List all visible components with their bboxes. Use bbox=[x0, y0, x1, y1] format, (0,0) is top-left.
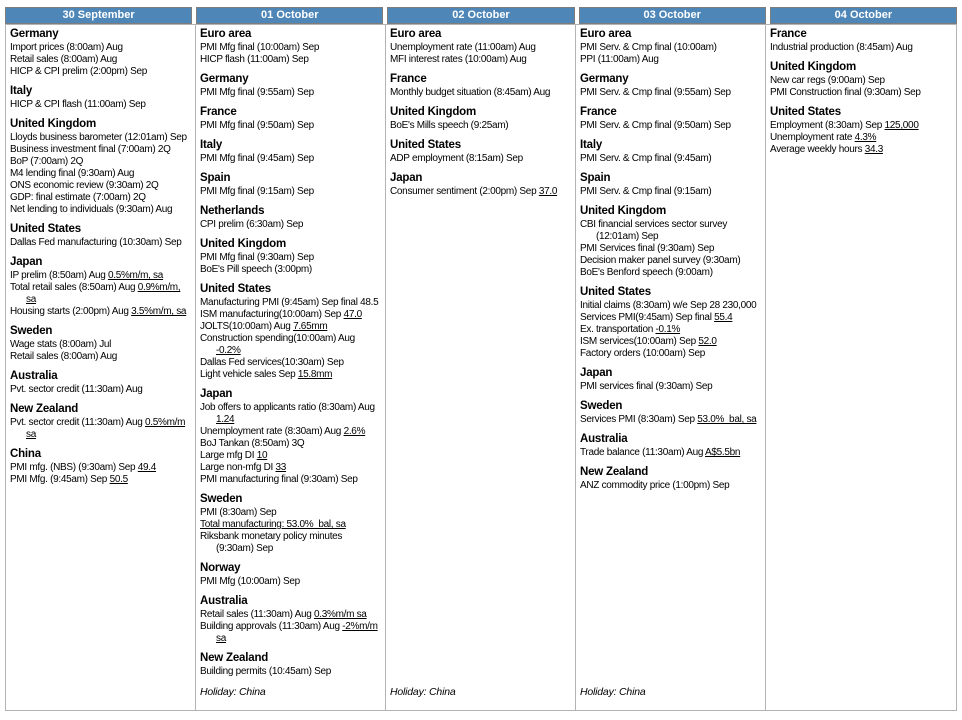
country-heading: Spain bbox=[580, 172, 611, 184]
holiday-note: Holiday: China bbox=[200, 686, 266, 698]
event-text: Initial claims (8:30am) w/e Sep 28 230,000 bbox=[580, 300, 757, 311]
event-item bbox=[10, 462, 191, 474]
country-heading: United States bbox=[580, 286, 651, 298]
event-item bbox=[580, 447, 761, 459]
event-item bbox=[200, 507, 381, 519]
event-text: PMI Construction final (9:30am) Sep bbox=[770, 87, 921, 98]
country-heading: Germany bbox=[580, 73, 629, 85]
event-value: 0.5%m/m sa bbox=[26, 417, 186, 440]
event-item bbox=[580, 87, 761, 99]
event-item bbox=[580, 348, 761, 360]
event-item bbox=[580, 324, 761, 336]
event-item bbox=[10, 180, 191, 192]
event-item bbox=[770, 144, 952, 156]
country-heading: New Zealand bbox=[200, 652, 269, 664]
event-text: PMI Mfg final (9:55am) Sep bbox=[200, 87, 314, 98]
country-heading: Spain bbox=[200, 172, 231, 184]
event-value: -2%m/m sa bbox=[216, 621, 378, 644]
country-heading: France bbox=[770, 28, 807, 40]
event-text: Pvt. sector credit (11:30am) Aug bbox=[10, 384, 143, 395]
event-text: Retail sales (11:30am) Aug bbox=[200, 609, 314, 620]
event-text: Trade balance (11:30am) Aug bbox=[580, 447, 706, 458]
event-text: Job offers to applicants ratio (8:30am) Aug bbox=[200, 402, 375, 413]
event-value: 0.3%m/m sa bbox=[314, 609, 367, 620]
day-column-2 bbox=[196, 25, 386, 710]
event-text: PMI Services final (9:30am) Sep bbox=[580, 243, 715, 254]
event-item bbox=[10, 306, 191, 318]
event-value: 0.9%m/m, sa bbox=[26, 282, 181, 305]
country-heading: China bbox=[10, 448, 41, 460]
event-item bbox=[580, 414, 761, 426]
event-value: 52.0 bbox=[698, 336, 717, 347]
event-text: Wage stats (8:00am) Jul bbox=[10, 339, 112, 350]
event-value: 0.5%m/m, sa bbox=[107, 270, 164, 281]
event-item bbox=[200, 531, 381, 555]
event-item bbox=[10, 42, 191, 54]
event-text: Large mfg DI bbox=[200, 450, 257, 461]
event-item bbox=[200, 462, 381, 474]
event-text: Construction spending(10:00am) Aug bbox=[200, 333, 355, 344]
event-value: 55.4 bbox=[714, 312, 733, 323]
event-item bbox=[580, 255, 761, 267]
country-heading: Japan bbox=[390, 172, 423, 184]
event-text: Riksbank monetary policy minutes (9:30am) Sep bbox=[200, 531, 343, 554]
event-text: Building approvals (11:30am) Aug bbox=[200, 621, 343, 632]
event-item bbox=[770, 75, 952, 87]
event-item bbox=[580, 219, 761, 243]
event-item bbox=[390, 42, 571, 54]
country-heading: New Zealand bbox=[580, 466, 649, 478]
event-text: PMI Serv. & Cmp final (9:50am) Sep bbox=[580, 120, 731, 131]
event-item bbox=[580, 243, 761, 255]
economic-calendar-board bbox=[5, 7, 957, 711]
event-text: PMI (8:30am) Sep bbox=[200, 507, 277, 518]
event-item bbox=[580, 54, 761, 66]
event-text: JOLTS(10:00am) Aug bbox=[200, 321, 294, 332]
event-item bbox=[770, 87, 952, 99]
event-value: 49.4 bbox=[137, 462, 157, 473]
event-item bbox=[10, 99, 191, 111]
country-heading: Germany bbox=[200, 73, 249, 85]
event-item bbox=[200, 54, 381, 66]
country-heading: Euro area bbox=[200, 28, 252, 40]
event-value: 2.6% bbox=[343, 426, 366, 437]
event-item bbox=[200, 438, 381, 450]
day-header-3: 02 October bbox=[387, 7, 574, 24]
event-item bbox=[770, 42, 952, 54]
event-item bbox=[580, 120, 761, 132]
event-text: Monthly budget situation (8:45am) Aug bbox=[390, 87, 551, 98]
event-item bbox=[10, 192, 191, 204]
event-text: CBI financial services sector survey (12:01am) Sep bbox=[580, 219, 728, 242]
event-text: PMI services final (9:30am) Sep bbox=[580, 381, 713, 392]
event-item bbox=[10, 204, 191, 216]
country-heading: Australia bbox=[200, 595, 248, 607]
event-value: 4.3% bbox=[854, 132, 877, 143]
event-item bbox=[10, 270, 191, 282]
day-header-5: 04 October bbox=[770, 7, 957, 24]
event-text: PMI Mfg final (9:30am) Sep bbox=[200, 252, 314, 263]
country-heading: United Kingdom bbox=[10, 118, 96, 130]
event-value: 50.5 bbox=[109, 474, 128, 485]
event-item bbox=[200, 450, 381, 462]
event-text: BoE's Pill speech (3:00pm) bbox=[200, 264, 312, 275]
event-item bbox=[200, 219, 381, 231]
event-text: PMI manufacturing final (9:30am) Sep bbox=[200, 474, 358, 485]
event-item bbox=[10, 132, 191, 144]
event-item bbox=[10, 66, 191, 78]
country-heading: Sweden bbox=[580, 400, 623, 412]
event-item bbox=[200, 87, 381, 99]
event-value: A$5.5bn bbox=[705, 447, 741, 458]
event-item bbox=[200, 153, 381, 165]
country-heading: Norway bbox=[200, 562, 241, 574]
event-text: M4 lending final (9:30am) Aug bbox=[10, 168, 135, 179]
event-text: Retail sales (8:00am) Aug bbox=[10, 351, 118, 362]
event-text: BoJ Tankan (8:50am) 3Q bbox=[200, 438, 305, 449]
event-value: 53.0% bal, sa bbox=[697, 414, 757, 425]
day-header-1: 30 September bbox=[5, 7, 192, 24]
event-item bbox=[200, 252, 381, 264]
country-heading: France bbox=[390, 73, 427, 85]
country-heading: United States bbox=[10, 223, 81, 235]
event-text: HICP & CPI flash (11:00am) Sep bbox=[10, 99, 146, 110]
event-text: BoE's Benford speech (9:00am) bbox=[580, 267, 713, 278]
event-text: PMI Serv. & Cmp final (10:00am) bbox=[580, 42, 717, 53]
event-text: Housing starts (2:00pm) Aug bbox=[10, 306, 132, 317]
event-text: IP prelim (8:50am) Aug bbox=[10, 270, 108, 281]
event-item bbox=[10, 144, 191, 156]
event-item bbox=[200, 297, 381, 309]
holiday-note: Holiday: China bbox=[580, 686, 646, 698]
event-item bbox=[200, 426, 381, 438]
event-text: BoP (7:00am) 2Q bbox=[10, 156, 84, 167]
event-text: Unemployment rate (11:00am) Aug bbox=[390, 42, 536, 53]
event-text: ONS economic review (9:30am) 2Q bbox=[10, 180, 159, 191]
event-item bbox=[200, 621, 381, 645]
event-text: PMI Mfg final (9:45am) Sep bbox=[200, 153, 314, 164]
country-heading: Sweden bbox=[200, 493, 243, 505]
event-text: Average weekly hours bbox=[770, 144, 865, 155]
event-text: PMI Mfg final (9:50am) Sep bbox=[200, 120, 314, 131]
event-item bbox=[10, 351, 191, 363]
event-text: Decision maker panel survey (9:30am) bbox=[580, 255, 741, 266]
event-text: Lloyds business barometer (12:01am) Sep bbox=[10, 132, 187, 143]
country-heading: Euro area bbox=[580, 28, 632, 40]
event-item bbox=[390, 54, 571, 66]
event-text: ISM manufacturing(10:00am) Sep bbox=[200, 309, 344, 320]
event-item bbox=[580, 312, 761, 324]
event-value: 10 bbox=[256, 450, 268, 461]
event-item bbox=[10, 417, 191, 441]
event-text: Unemployment rate bbox=[770, 132, 855, 143]
event-item bbox=[10, 156, 191, 168]
event-item bbox=[390, 87, 571, 99]
event-item bbox=[10, 168, 191, 180]
country-heading: Sweden bbox=[10, 325, 53, 337]
event-item bbox=[200, 120, 381, 132]
country-heading: France bbox=[200, 106, 237, 118]
event-item bbox=[200, 264, 381, 276]
event-text: Retail sales (8:00am) Aug bbox=[10, 54, 118, 65]
country-heading: New Zealand bbox=[10, 403, 79, 415]
event-value: 34.3 bbox=[864, 144, 883, 155]
event-value: -0.1% bbox=[655, 324, 681, 335]
event-item bbox=[580, 267, 761, 279]
holiday-note: Holiday: China bbox=[390, 686, 456, 698]
day-column-4 bbox=[576, 25, 766, 710]
day-column-1 bbox=[6, 25, 196, 710]
country-heading: Italy bbox=[580, 139, 603, 151]
event-text: PMI Serv. & Cmp final (9:55am) Sep bbox=[580, 87, 731, 98]
event-item bbox=[10, 339, 191, 351]
event-item bbox=[10, 384, 191, 396]
event-text: Manufacturing PMI (9:45am) Sep final 48.5 bbox=[200, 297, 379, 308]
country-heading: Japan bbox=[200, 388, 233, 400]
event-item bbox=[200, 609, 381, 621]
event-value: 3.5%m/m, sa bbox=[131, 306, 187, 317]
country-heading: Australia bbox=[580, 433, 628, 445]
country-heading: Italy bbox=[10, 85, 33, 97]
country-heading: Netherlands bbox=[200, 205, 265, 217]
country-heading: France bbox=[580, 106, 617, 118]
event-item bbox=[580, 153, 761, 165]
event-text: Dallas Fed manufacturing (10:30am) Sep bbox=[10, 237, 182, 248]
event-value: 7.65mm bbox=[293, 321, 328, 332]
event-text: Factory orders (10:00am) Sep bbox=[580, 348, 705, 359]
event-text: Pvt. sector credit (11:30am) Aug bbox=[10, 417, 145, 428]
event-text: New car regs (9:00am) Sep bbox=[770, 75, 885, 86]
header-row bbox=[5, 7, 957, 24]
event-value: 15.8mm bbox=[297, 369, 333, 380]
event-text: PMI Mfg. (9:45am) Sep bbox=[10, 474, 110, 485]
event-text: Ex. transportation bbox=[580, 324, 656, 335]
event-text: Unemployment rate (8:30am) Aug bbox=[200, 426, 344, 437]
event-text: PMI Serv. & Cmp final (9:15am) bbox=[580, 186, 712, 197]
country-heading: United States bbox=[200, 283, 271, 295]
event-value: Total manufacturing: 53.0% bal, sa bbox=[200, 519, 346, 530]
event-text: Import prices (8:00am) Aug bbox=[10, 42, 123, 53]
event-item bbox=[200, 576, 381, 588]
event-item bbox=[200, 474, 381, 486]
event-item bbox=[10, 474, 191, 486]
day-header-2: 01 October bbox=[196, 7, 383, 24]
event-item bbox=[10, 54, 191, 66]
event-item bbox=[200, 186, 381, 198]
country-heading: Japan bbox=[580, 367, 613, 379]
event-item bbox=[580, 381, 761, 393]
event-value: 37.0 bbox=[538, 186, 558, 197]
event-text: PMI Serv. & Cmp final (9:45am) bbox=[580, 153, 712, 164]
event-item bbox=[770, 132, 952, 144]
event-item bbox=[200, 519, 381, 531]
event-text: HICP flash (11:00am) Sep bbox=[200, 54, 309, 65]
country-heading: Australia bbox=[10, 370, 58, 382]
event-text: Consumer sentiment (2:00pm) Sep bbox=[390, 186, 539, 197]
event-item bbox=[200, 369, 381, 381]
event-item bbox=[200, 666, 381, 678]
event-text: Total retail sales (8:50am) Aug bbox=[10, 282, 138, 293]
event-text: CPI prelim (6:30am) Sep bbox=[200, 219, 304, 230]
event-text: Business investment final (7:00am) 2Q bbox=[10, 144, 171, 155]
event-text: HICP & CPI prelim (2:00pm) Sep bbox=[10, 66, 147, 77]
event-text: PPI (11:00am) Aug bbox=[580, 54, 659, 65]
event-text: Dallas Fed services(10:30am) Sep bbox=[200, 357, 344, 368]
event-item bbox=[580, 336, 761, 348]
event-text: Building permits (10:45am) Sep bbox=[200, 666, 332, 677]
country-heading: United Kingdom bbox=[200, 238, 286, 250]
event-text: ISM services(10:00am) Sep bbox=[580, 336, 699, 347]
event-item bbox=[770, 120, 952, 132]
event-text: Employment (8:30am) Sep bbox=[770, 120, 885, 131]
event-text: PMI Mfg final (9:15am) Sep bbox=[200, 186, 314, 197]
event-item bbox=[200, 402, 381, 426]
event-item bbox=[200, 357, 381, 369]
event-item bbox=[580, 42, 761, 54]
event-text: ANZ commodity price (1:00pm) Sep bbox=[580, 480, 730, 491]
country-heading: United Kingdom bbox=[770, 61, 856, 73]
event-item bbox=[200, 333, 381, 357]
event-value: 33 bbox=[275, 462, 287, 473]
day-column-5 bbox=[766, 25, 956, 710]
event-text: Light vehicle sales Sep bbox=[200, 369, 298, 380]
event-value: 47.0 bbox=[343, 309, 362, 320]
content-row bbox=[5, 24, 957, 711]
event-item bbox=[200, 42, 381, 54]
event-item bbox=[390, 186, 571, 198]
event-text: Services PMI (8:30am) Sep bbox=[580, 414, 698, 425]
event-item bbox=[390, 120, 571, 132]
event-item bbox=[10, 282, 191, 306]
event-item bbox=[10, 237, 191, 249]
event-text: Net lending to individuals (9:30am) Aug bbox=[10, 204, 173, 215]
event-text: Large non-mfg DI bbox=[200, 462, 276, 473]
country-heading: United Kingdom bbox=[390, 106, 476, 118]
event-text: ADP employment (8:15am) Sep bbox=[390, 153, 523, 164]
day-header-4: 03 October bbox=[579, 7, 766, 24]
event-text: PMI Mfg final (10:00am) Sep bbox=[200, 42, 320, 53]
event-text: Services PMI(9:45am) Sep final bbox=[580, 312, 715, 323]
event-item bbox=[580, 186, 761, 198]
event-item bbox=[200, 309, 381, 321]
country-heading: United Kingdom bbox=[580, 205, 666, 217]
event-text: MFI interest rates (10:00am) Aug bbox=[390, 54, 527, 65]
event-text: Industrial production (8:45am) Aug bbox=[770, 42, 913, 53]
country-heading: Japan bbox=[10, 256, 43, 268]
event-item bbox=[580, 480, 761, 492]
country-heading: Italy bbox=[200, 139, 223, 151]
country-heading: United States bbox=[770, 106, 841, 118]
event-value: 125,000 bbox=[884, 120, 919, 131]
event-item bbox=[200, 321, 381, 333]
event-value: 1.24 bbox=[216, 414, 235, 425]
event-text: PMI mfg. (NBS) (9:30am) Sep bbox=[10, 462, 138, 473]
country-heading: Euro area bbox=[390, 28, 442, 40]
event-text: GDP: final estimate (7:00am) 2Q bbox=[10, 192, 146, 203]
country-heading: United States bbox=[390, 139, 461, 151]
event-text: PMI Mfg (10:00am) Sep bbox=[200, 576, 300, 587]
day-column-3 bbox=[386, 25, 576, 710]
event-item bbox=[580, 300, 761, 312]
event-text: BoE's Mills speech (9:25am) bbox=[390, 120, 509, 131]
event-item bbox=[390, 153, 571, 165]
country-heading: Germany bbox=[10, 28, 59, 40]
event-value: -0.2% bbox=[216, 345, 241, 356]
